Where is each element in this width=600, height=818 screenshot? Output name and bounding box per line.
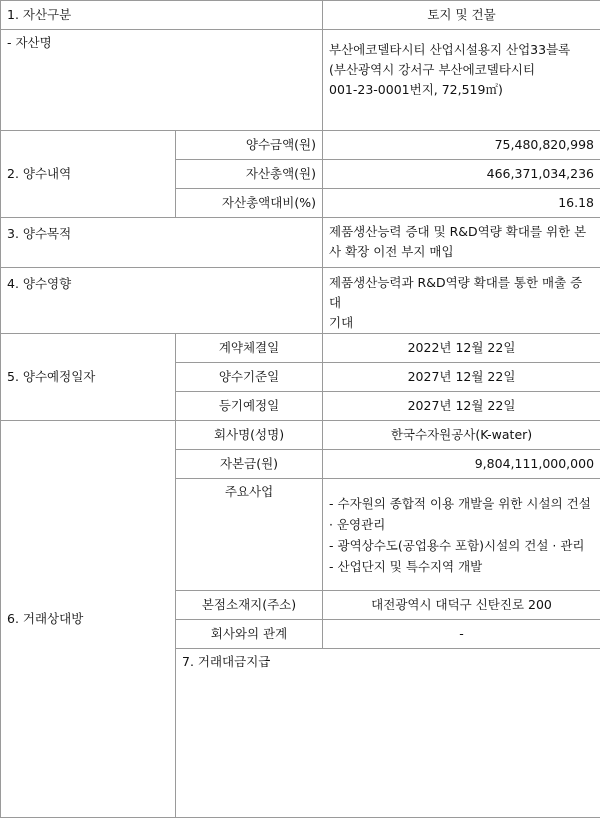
transfer-date-label: 양수기준일 bbox=[176, 363, 323, 392]
asset-ratio-value: 16.18 bbox=[323, 189, 600, 218]
purpose-label: 3. 양수목적 bbox=[1, 218, 323, 268]
relation-value: - bbox=[323, 620, 600, 649]
business-list bbox=[329, 493, 594, 577]
address-label: 본점소재지(주소) bbox=[176, 591, 323, 620]
acquisition-amount-label: 양수금액(원) bbox=[176, 131, 323, 160]
company-value: 한국수자원공사(K-water) bbox=[323, 421, 600, 450]
row-effect bbox=[1, 268, 600, 334]
business-label: 주요사업 bbox=[176, 479, 323, 591]
asset-ratio-label: 자산총액대비(%) bbox=[176, 189, 323, 218]
payment-label: 7. 거래대금지급 bbox=[176, 649, 600, 818]
effect-label: 4. 양수영향 bbox=[1, 268, 323, 334]
row-asset-name bbox=[1, 30, 600, 131]
transfer-date-value: 2027년 12월 22일 bbox=[323, 363, 600, 392]
row-company bbox=[1, 421, 600, 450]
business-item: - 산업단지 및 특수지역 개발 bbox=[329, 556, 594, 577]
address-value: 대전광역시 대덕구 신탄진로 200 bbox=[323, 591, 600, 620]
asset-category-label: 1. 자산구분 bbox=[1, 1, 323, 30]
total-assets-label: 자산총액(원) bbox=[176, 160, 323, 189]
row-acquisition-amount bbox=[1, 131, 600, 160]
contract-date-value: 2022년 12월 22일 bbox=[323, 334, 600, 363]
registration-date-value: 2027년 12월 22일 bbox=[323, 392, 600, 421]
relation-label: 회사와의 관계 bbox=[176, 620, 323, 649]
business-value bbox=[323, 479, 600, 591]
contract-date-label: 계약체결일 bbox=[176, 334, 323, 363]
asset-category-value: 토지 및 건물 bbox=[323, 1, 600, 30]
total-assets-value: 466,371,034,236 bbox=[323, 160, 600, 189]
capital-label: 자본금(원) bbox=[176, 450, 323, 479]
asset-name-label: - 자산명 bbox=[1, 30, 323, 131]
row-contract-date bbox=[1, 334, 600, 363]
counterparty-label: 6. 거래상대방 bbox=[1, 421, 176, 818]
business-item: - 광역상수도(공업용수 포함)시설의 건설 · 관리 bbox=[329, 535, 594, 556]
row-asset-category bbox=[1, 1, 600, 30]
purpose-value: 제품생산능력 증대 및 R&D역량 확대를 위한 본 사 확장 이전 부지 매입 bbox=[323, 218, 600, 268]
asset-name-value: 부산에코델타시티 산업시설용지 산업33블록 (부산광역시 강서구 부산에코델타시티 001-23-0001번지, 72,519㎡) bbox=[323, 30, 600, 131]
schedule-label: 5. 양수예정일자 bbox=[1, 334, 176, 421]
acquisition-amount-value: 75,480,820,998 bbox=[323, 131, 600, 160]
row-purpose bbox=[1, 218, 600, 268]
acquisition-label: 2. 양수내역 bbox=[1, 131, 176, 218]
registration-date-label: 등기예정일 bbox=[176, 392, 323, 421]
business-item: - 수자원의 종합적 이용 개발을 위한 시설의 건설 · 운영관리 bbox=[329, 493, 594, 535]
effect-value: 제품생산능력과 R&D역량 확대를 통한 매출 증대 기대 bbox=[323, 268, 600, 334]
company-label: 회사명(성명) bbox=[176, 421, 323, 450]
capital-value: 9,804,111,000,000 bbox=[323, 450, 600, 479]
